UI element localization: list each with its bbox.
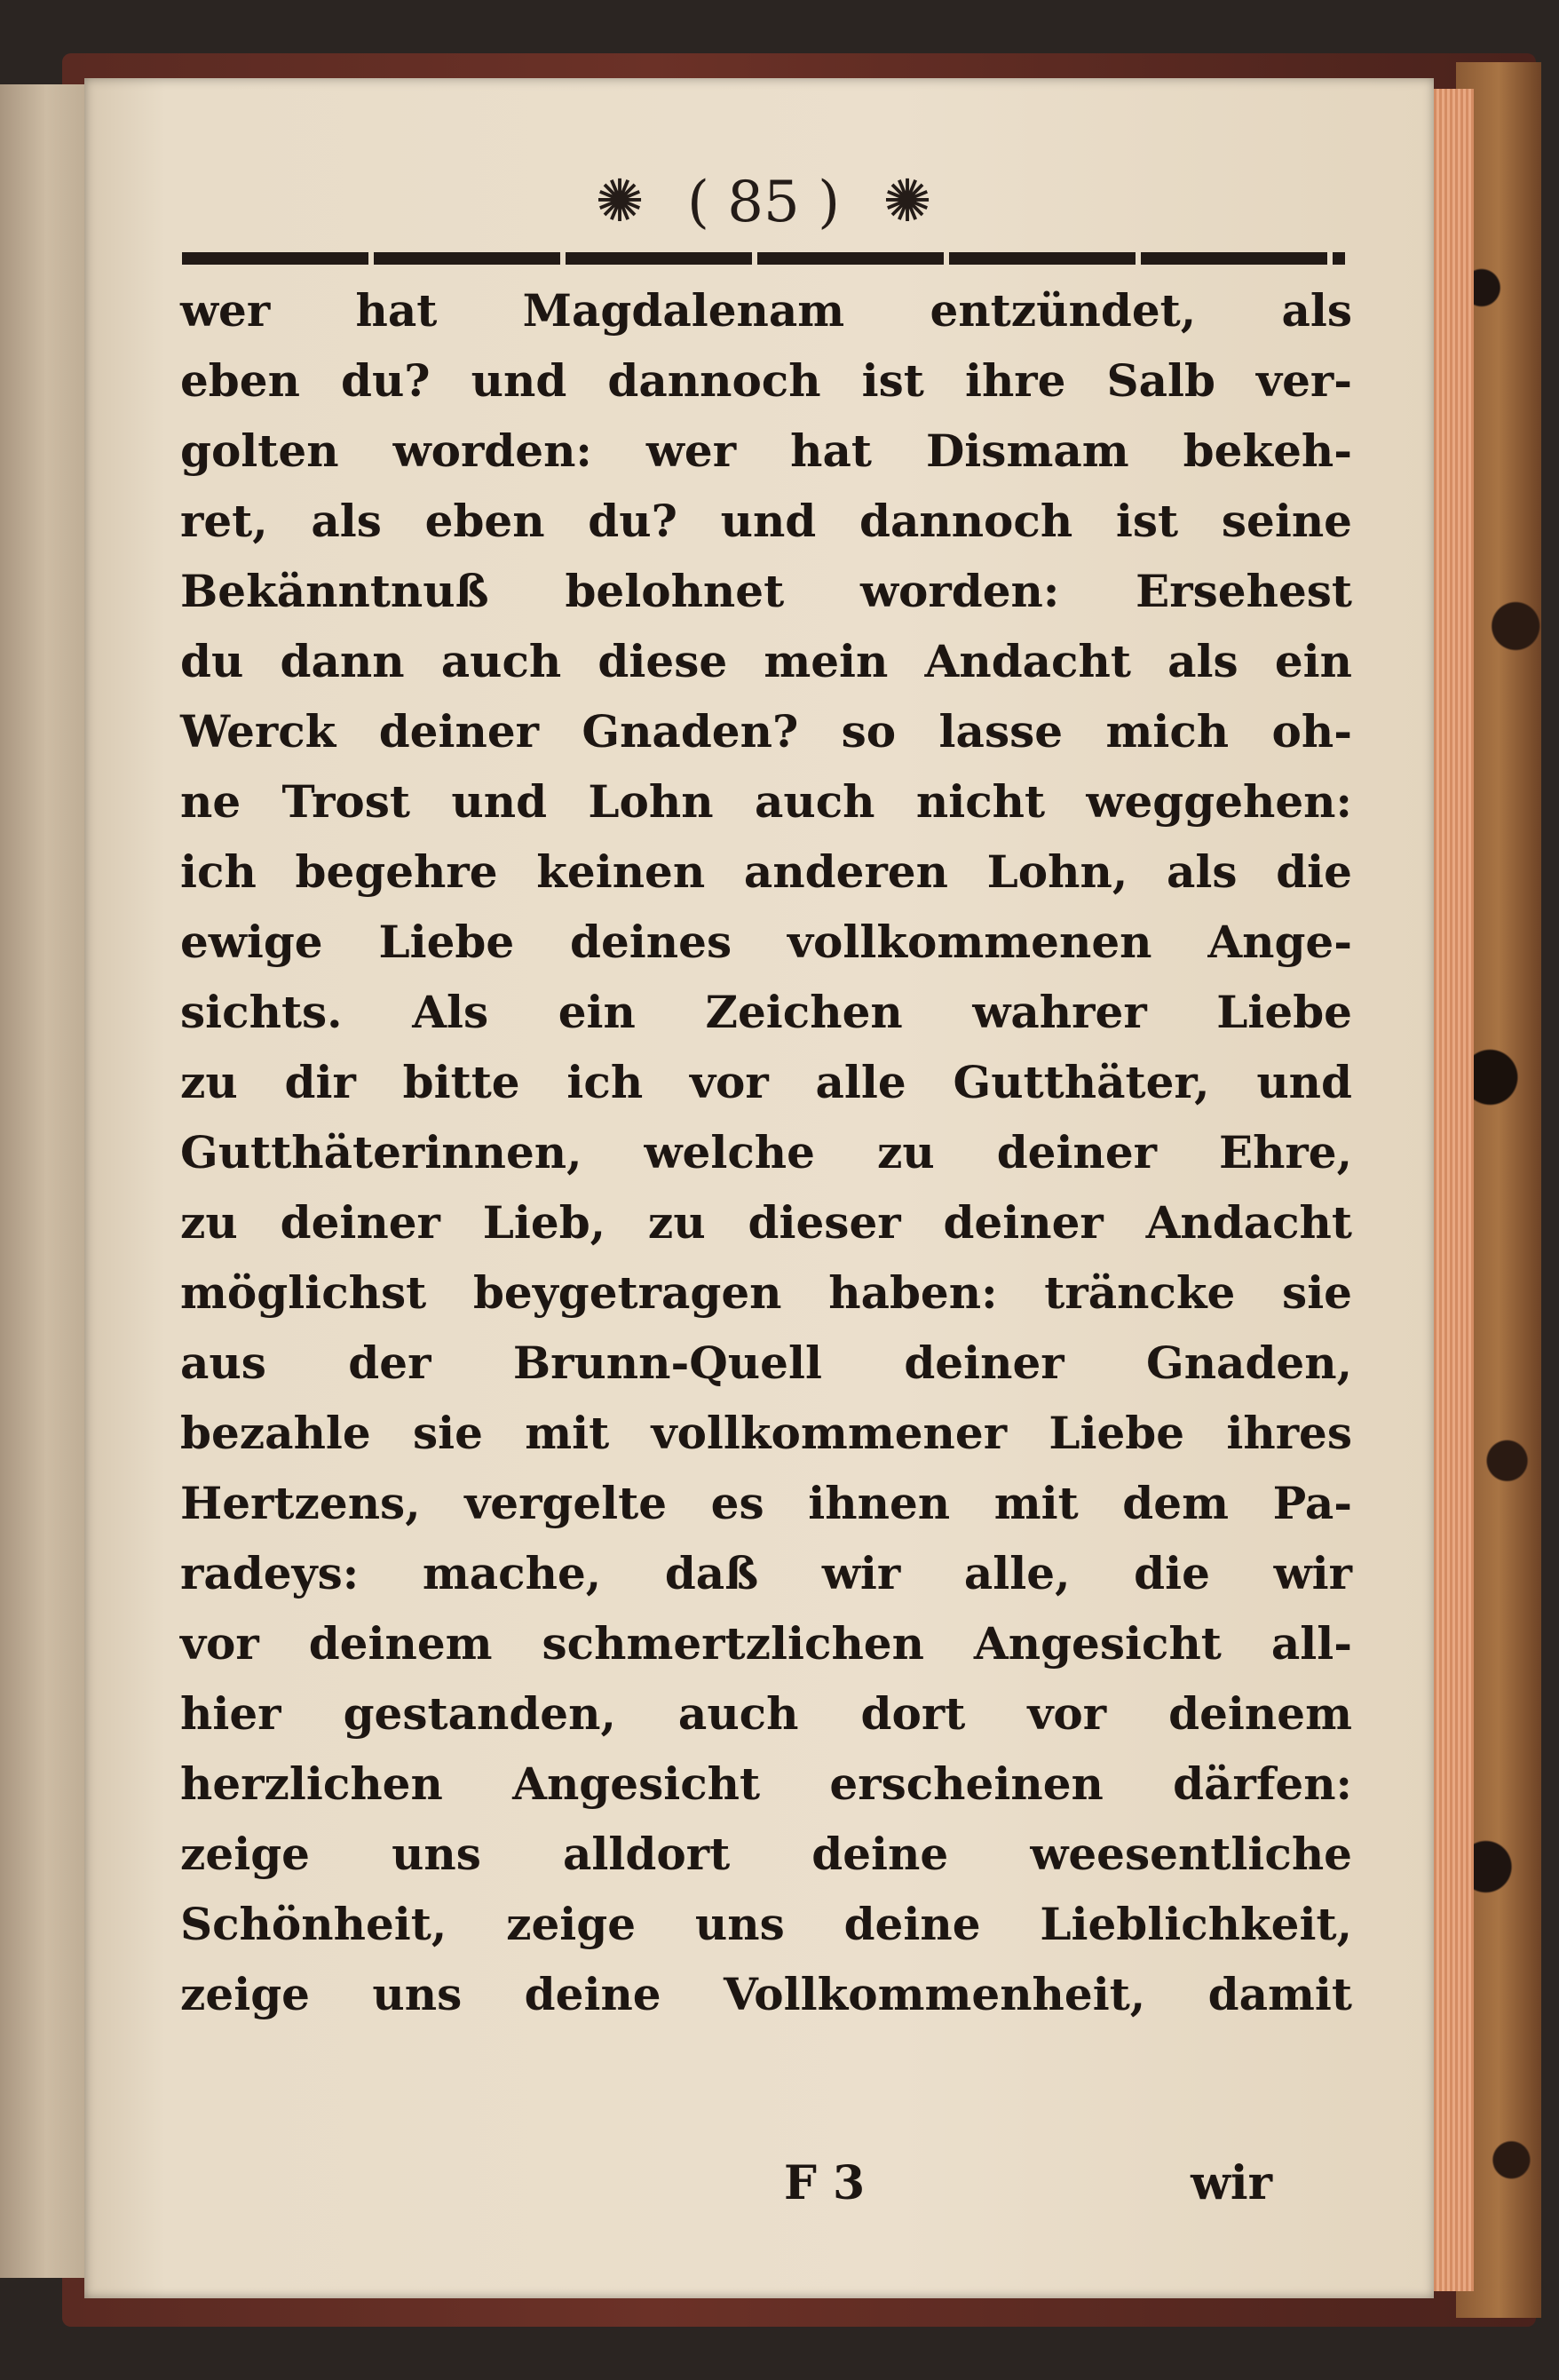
- text-line: aus der Brunn-Quell deiner Gnaden,: [180, 1337, 1352, 1389]
- text-line: ich begehre keinen anderen Lohn, als die: [180, 845, 1352, 898]
- text-line: sichts. Als ein Zeichen wahrer Liebe: [180, 986, 1352, 1038]
- ornament-right-icon: ✺: [882, 167, 932, 235]
- page-number: ( 85 ): [686, 170, 841, 235]
- text-line: zu deiner Lieb, zu dieser deiner Andacht: [180, 1196, 1352, 1249]
- text-line: eben du? und dannoch ist ihre Salb ver-: [180, 354, 1352, 407]
- page-header: [182, 167, 1345, 235]
- page-footer: [180, 2156, 1352, 2227]
- text-line: du dann auch diese mein Andacht als ein: [180, 635, 1352, 687]
- text-line: zu dir bitte ich vor alle Gutthäter, und: [180, 1056, 1352, 1108]
- text-line: radeys: mache, daß wir alle, die wir: [180, 1547, 1352, 1599]
- text-line: herzlichen Angesicht erscheinen därfen:: [180, 1757, 1352, 1810]
- body-text: [180, 275, 1352, 2029]
- text-line: vor deinem schmertzlichen Angesicht all-: [180, 1617, 1352, 1670]
- text-line: golten worden: wer hat Dismam bekeh-: [180, 424, 1352, 477]
- text-line: wer hat Magdalenam entzündet, als: [180, 284, 1352, 337]
- ornament-left-icon: ✺: [595, 167, 645, 235]
- signature-mark: F 3: [784, 2156, 866, 2210]
- text-line: hier gestanden, auch dort vor deinem: [180, 1687, 1352, 1740]
- text-line: Gutthäterinnen, welche zu deiner Ehre,: [180, 1126, 1352, 1178]
- text-line: Werck deiner Gnaden? so lasse mich oh-: [180, 705, 1352, 758]
- text-line: ne Trost und Lohn auch nicht weggehen:: [180, 775, 1352, 828]
- text-line: Hertzens, vergelte es ihnen mit dem Pa-: [180, 1477, 1352, 1529]
- text-line: Bekänntnuß belohnet worden: Ersehest: [180, 565, 1352, 617]
- text-line: möglichst beygetragen haben: träncke sie: [180, 1266, 1352, 1319]
- text-line: ewige Liebe deines vollkommenen Ange-: [180, 916, 1352, 968]
- left-page-edge: [0, 84, 84, 2278]
- text-line: zeige uns deine Vollkommenheit, damit: [180, 1968, 1352, 2020]
- text-line: Schönheit, zeige uns deine Lieblichkeit,: [180, 1898, 1352, 1950]
- book-page: [84, 78, 1434, 2298]
- text-line: ret, als eben du? und dannoch ist seine: [180, 495, 1352, 547]
- header-rule: [182, 252, 1345, 265]
- catchword: wir: [1191, 2156, 1272, 2210]
- text-line: zeige uns alldort deine weesentliche: [180, 1828, 1352, 1880]
- text-line: bezahle sie mit vollkommener Liebe ihres: [180, 1407, 1352, 1459]
